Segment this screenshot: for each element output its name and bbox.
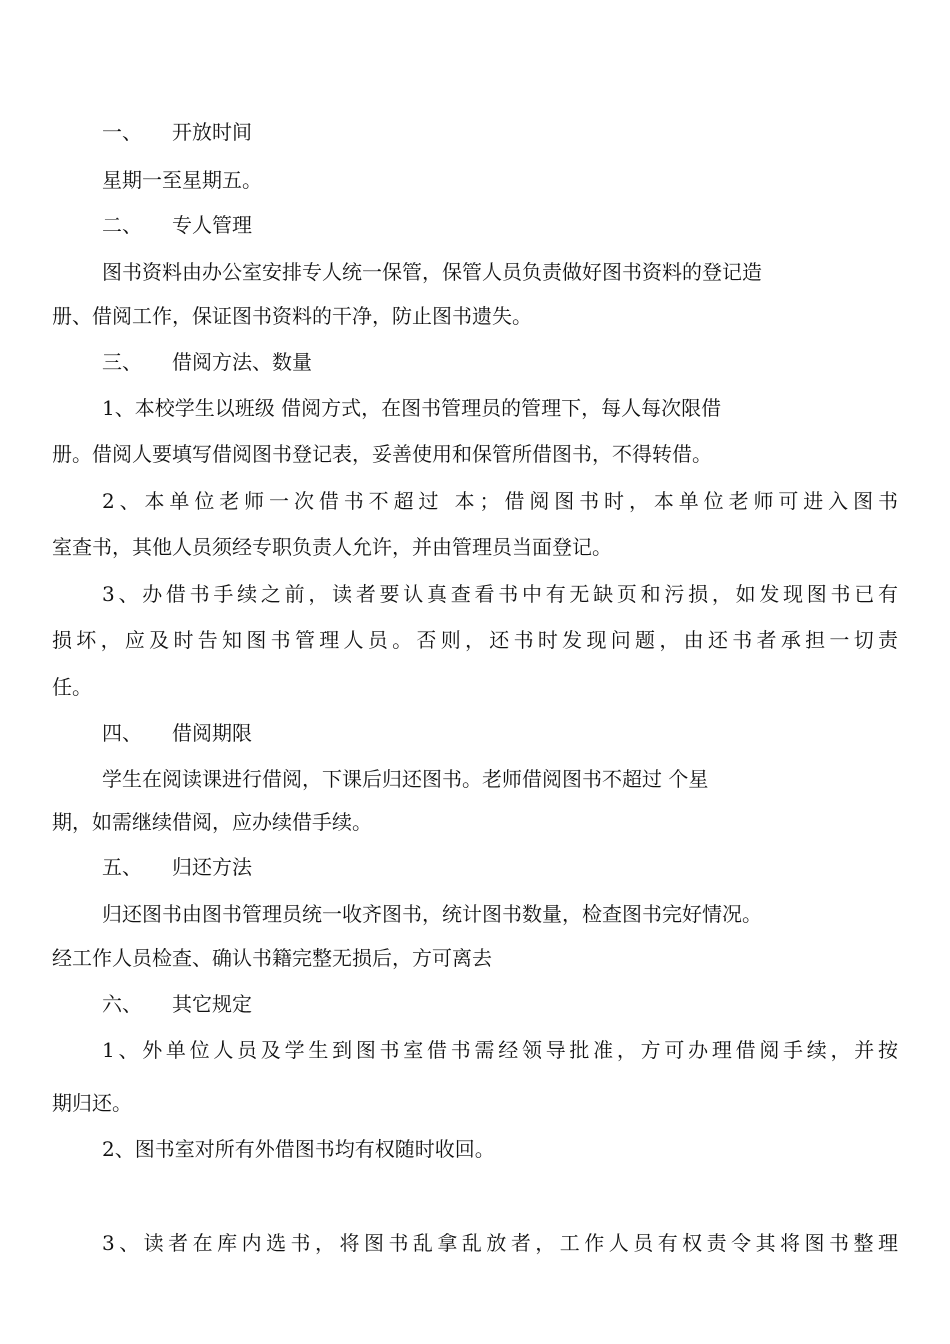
section-number: 一、 [102,120,142,144]
section-heading [102,990,898,1018]
section-heading [102,719,898,747]
section-number: 六、 [102,992,142,1016]
paragraph-line: 册。借阅人要填写借阅图书登记表，妥善使用和保管所借图书，不得转借。 [52,442,712,466]
section-heading [102,118,898,146]
paragraph-line: 归还图书由图书管理员统一收齐图书，统计图书数量，检查图书完好情况。 [102,902,762,926]
section-title: 专人管理 [172,213,252,237]
paragraph-line: 期，如需继续借阅，应办续借手续。 [52,810,372,834]
section-title: 其它规定 [172,992,252,1016]
section-number: 二、 [102,213,142,237]
section-title: 借阅方法、数量 [172,350,312,374]
paragraph-line: 册、借阅工作，保证图书资料的干净，防止图书遗失。 [52,304,532,328]
paragraph-line: 任。 [52,675,92,699]
paragraph-line: 1、本校学生以班级 借阅方式，在图书管理员的管理下，每人每次限借 [102,396,722,420]
section-title: 归还方法 [172,855,252,879]
paragraph-line: 经工作人员检查、确认书籍完整无损后，方可离去 [52,946,492,970]
paragraph-line: 2、本单位老师一次借书不超过 本；借阅图书时，本单位老师可进入图书 [102,489,898,513]
section-number: 五、 [102,855,142,879]
paragraph-line: 星期一至星期五。 [102,168,262,192]
section-title: 借阅期限 [172,721,252,745]
section-heading [102,211,898,239]
section-number: 三、 [102,350,142,374]
paragraph-line: 图书资料由办公室安排专人统一保管，保管人员负责做好图书资料的登记造 [102,260,762,284]
paragraph-line: 损坏，应及时告知图书管理人员。否则，还书时发现问题，由还书者承担一切责 [52,628,898,652]
paragraph-line: 学生在阅读课进行借阅，下课后归还图书。老师借阅图书不超过 个星 [102,767,709,791]
paragraph-line: 2、图书室对所有外借图书均有权随时收回。 [102,1137,495,1161]
section-number: 四、 [102,721,142,745]
paragraph-line: 1、外单位人员及学生到图书室借书需经领导批准，方可办理借阅手续，并按 [102,1038,898,1062]
paragraph-line: 室查书，其他人员须经专职负责人允许，并由管理员当面登记。 [52,535,612,559]
paragraph-line: 3、办借书手续之前，读者要认真查看书中有无缺页和污损，如发现图书已有 [102,582,898,606]
section-heading [102,348,898,376]
section-title: 开放时间 [172,120,252,144]
paragraph-line: 期归还。 [52,1091,132,1115]
paragraph-line: 3、读者在库内选书，将图书乱拿乱放者，工作人员有权责令其将图书整理 [102,1231,898,1255]
section-heading [102,853,898,881]
